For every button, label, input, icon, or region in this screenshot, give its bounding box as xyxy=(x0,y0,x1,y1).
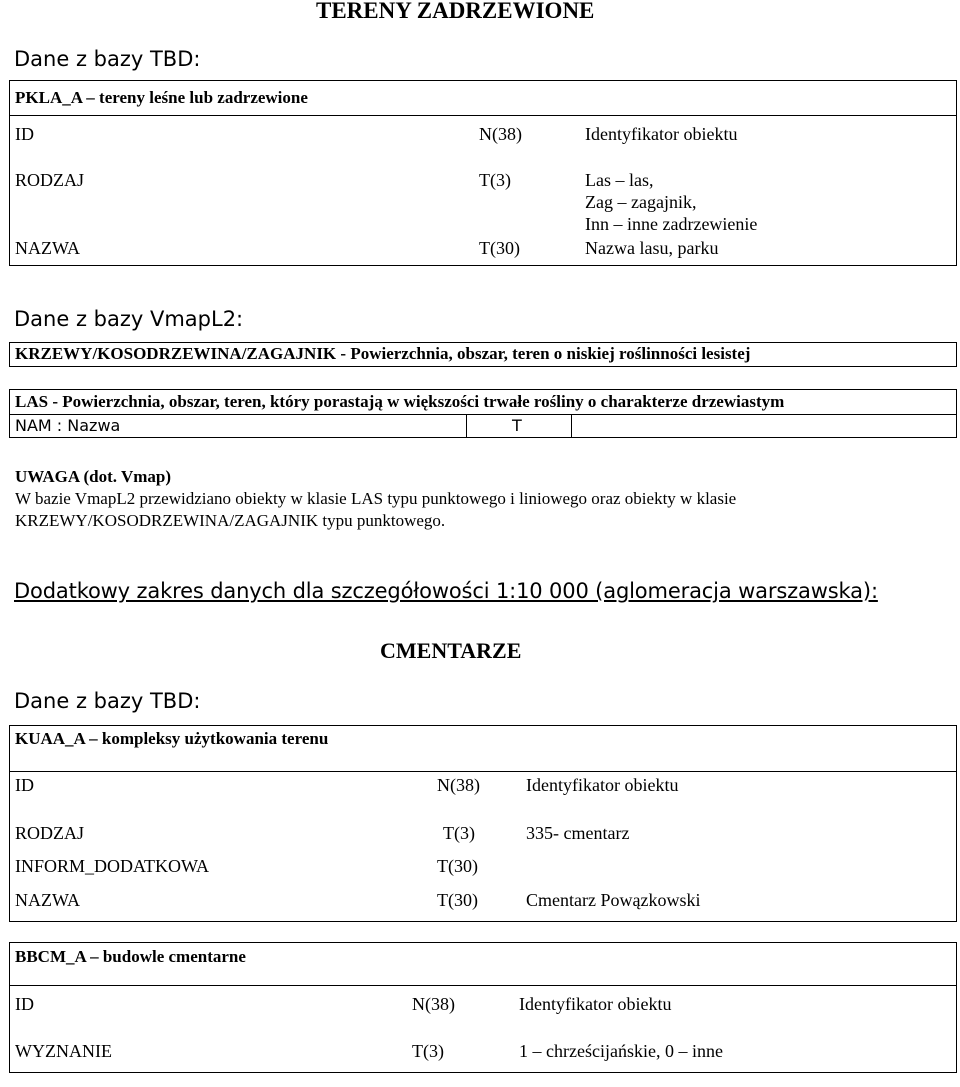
tbd-heading: Dane z bazy TBD: xyxy=(14,47,201,71)
bbcm-row-wyznanie-name: WYZNANIE xyxy=(15,1041,112,1061)
vmap-krzewy: KRZEWY/KOSODRZEWINA/ZAGAJNIK - Powierzchnia, obszar, teren o niskiej roślinności lesistej xyxy=(15,344,751,363)
pkla-row-nazwa-name: NAZWA xyxy=(15,238,80,258)
pkla-title: PKLA_A – tereny leśne lub zadrzewione xyxy=(15,88,308,107)
uwaga-line-2: KRZEWY/KOSODRZEWINA/ZAGAJNIK typu punktowego. xyxy=(15,511,446,530)
bbcm-title: BBCM_A – budowle cmentarne xyxy=(15,947,246,966)
pkla-row-rodzaj-desc-1: Las – las, xyxy=(585,170,654,190)
kuaa-row-inform-name: INFORM_DODATKOWA xyxy=(15,856,210,876)
kuaa-row-nazwa-type: T(30) xyxy=(437,890,478,910)
pkla-row-id-desc: Identyfikator obiektu xyxy=(585,124,738,144)
kuaa-row-nazwa-name: NAZWA xyxy=(15,890,80,910)
bbcm-row-wyznanie-type: T(3) xyxy=(412,1041,444,1061)
kuaa-row-rodzaj-desc: 335- cmentarz xyxy=(526,823,630,843)
pkla-row-rodzaj-desc-3: Inn – inne zadrzewienie xyxy=(585,214,758,234)
kuaa-row-rodzaj-type: T(3) xyxy=(443,823,475,843)
bbcm-row-id-type: N(38) xyxy=(412,994,455,1014)
pkla-row-id-type: N(38) xyxy=(479,124,522,144)
bbcm-row-id-desc: Identyfikator obiektu xyxy=(519,994,672,1014)
kuaa-row-id-name: ID xyxy=(15,775,34,795)
kuaa-row-id-type: N(38) xyxy=(437,775,480,795)
uwaga-title: UWAGA (dot. Vmap) xyxy=(15,467,172,486)
pkla-row-nazwa-desc: Nazwa lasu, parku xyxy=(585,238,719,258)
dodatkowy-heading: Dodatkowy zakres danych dla szczegółowości 1:10 000 (aglomeracja warszawska): xyxy=(14,579,878,603)
cmentarze-title: CMENTARZE xyxy=(380,638,522,663)
cmentarze-tbd-heading: Dane z bazy TBD: xyxy=(14,689,201,713)
kuaa-row-nazwa-desc: Cmentarz Powązkowski xyxy=(526,890,701,910)
page-title: TERENY ZADRZEWIONE xyxy=(316,0,595,23)
vmap-las: LAS - Powierzchnia, obszar, teren, który porastają w większości trwałe rośliny o charakterze drzewiastym xyxy=(15,392,785,411)
bbcm-row-wyznanie-desc: 1 – chrześcijańskie, 0 – inne xyxy=(519,1041,723,1061)
kuaa-row-inform-type: T(30) xyxy=(437,856,478,876)
kuaa-title: KUAA_A – kompleksy użytkowania terenu xyxy=(15,729,329,748)
uwaga-line-1: W bazie VmapL2 przewidziano obiekty w klasie LAS typu punktowego i liniowego oraz obiekty w klasie xyxy=(15,489,737,508)
kuaa-row-id-desc: Identyfikator obiektu xyxy=(526,775,679,795)
kuaa-row-rodzaj-name: RODZAJ xyxy=(15,823,85,843)
pkla-row-id-name: ID xyxy=(15,124,34,144)
vmap-heading: Dane z bazy VmapL2: xyxy=(14,307,244,331)
pkla-row-rodzaj-name: RODZAJ xyxy=(15,170,85,190)
vmap-nam-name: NAM : Nazwa xyxy=(15,416,121,435)
pkla-row-nazwa-type: T(30) xyxy=(479,238,520,258)
pkla-row-rodzaj-type: T(3) xyxy=(479,170,511,190)
vmap-nam-type: T xyxy=(512,416,522,435)
bbcm-row-id-name: ID xyxy=(15,994,34,1014)
pkla-row-rodzaj-desc-2: Zag – zagajnik, xyxy=(585,192,697,212)
